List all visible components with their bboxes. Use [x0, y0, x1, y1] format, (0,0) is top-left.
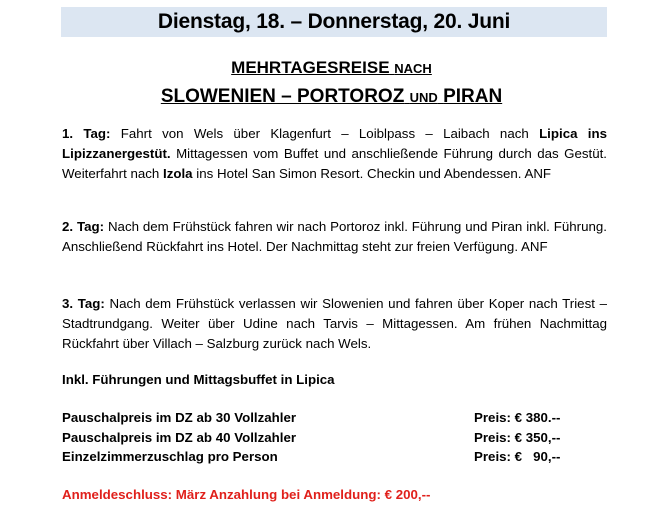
price-label: Pauschalpreis im DZ ab 40 Vollzahler: [62, 430, 297, 445]
price-label: Pauschalpreis im DZ ab 30 Vollzahler: [62, 410, 297, 425]
day-2-label: 2. Tag:: [62, 219, 105, 234]
day-3-paragraph: [62, 294, 607, 354]
day-3-label: 3. Tag:: [62, 296, 105, 311]
day-1-text: Mittagessen vom Buffet und anschließende Führung durch das Gestüt. Weiterfahrt nach: [62, 146, 607, 181]
day-1-paragraph: [62, 124, 607, 184]
price-label: Einzelzimmerzuschlag pro Person: [62, 449, 278, 464]
date-banner: [61, 7, 607, 37]
title-destination-2: PIRAN: [443, 86, 503, 107]
title-main: MEHRTAGESREISE: [231, 58, 390, 77]
title-small: NACH: [394, 61, 432, 76]
price-value: Preis: € 350,--: [474, 430, 561, 445]
title-connector: UND: [409, 90, 438, 105]
registration-deadline: Anmeldeschluss: März Anzahlung bei Anmeldung: € 200,--: [62, 487, 431, 502]
day-1-highlight: Izola: [163, 166, 193, 181]
title-line-2: [0, 86, 663, 108]
day-1-text: Fahrt von Wels über Klagenfurt – Loiblpass – Laibach nach: [110, 126, 540, 141]
day-2-text: Nach dem Frühstück fahren wir nach Portoroz inkl. Führung und Piran inkl. Führung. Anschließend Rückfahrt ins Hotel. Der Nachmittag steht zur freien Verfügung. ANF: [62, 219, 607, 254]
date-banner-text: Dienstag, 18. – Donnerstag, 20. Juni: [157, 10, 511, 33]
day-1-text: ins Hotel San Simon Resort. Checkin und Abendessen. ANF: [192, 166, 552, 181]
price-value: Preis: € 90,--: [474, 449, 561, 464]
price-value: Preis: € 380.--: [474, 410, 561, 425]
title-line-1: [0, 58, 663, 78]
title-destination: SLOWENIEN – PORTOROZ: [160, 86, 405, 107]
day-3-text: Nach dem Frühstück verlassen wir Slowenien und fahren über Koper nach Triest – Stadtrundgang. Weiter über Udine nach Tarvis – Mittagessen. Am frühen Nachmittag Rückfahrt über Villach – Salzburg zurück nach Wels.: [62, 296, 607, 351]
day-1-highlight: Lipica ins Lipizzanergestüt.: [62, 126, 607, 161]
day-1-label: 1. Tag:: [62, 126, 111, 141]
day-2-paragraph: [62, 217, 607, 257]
inclusions: Inkl. Führungen und Mittagsbuffet in Lipica: [62, 372, 335, 387]
